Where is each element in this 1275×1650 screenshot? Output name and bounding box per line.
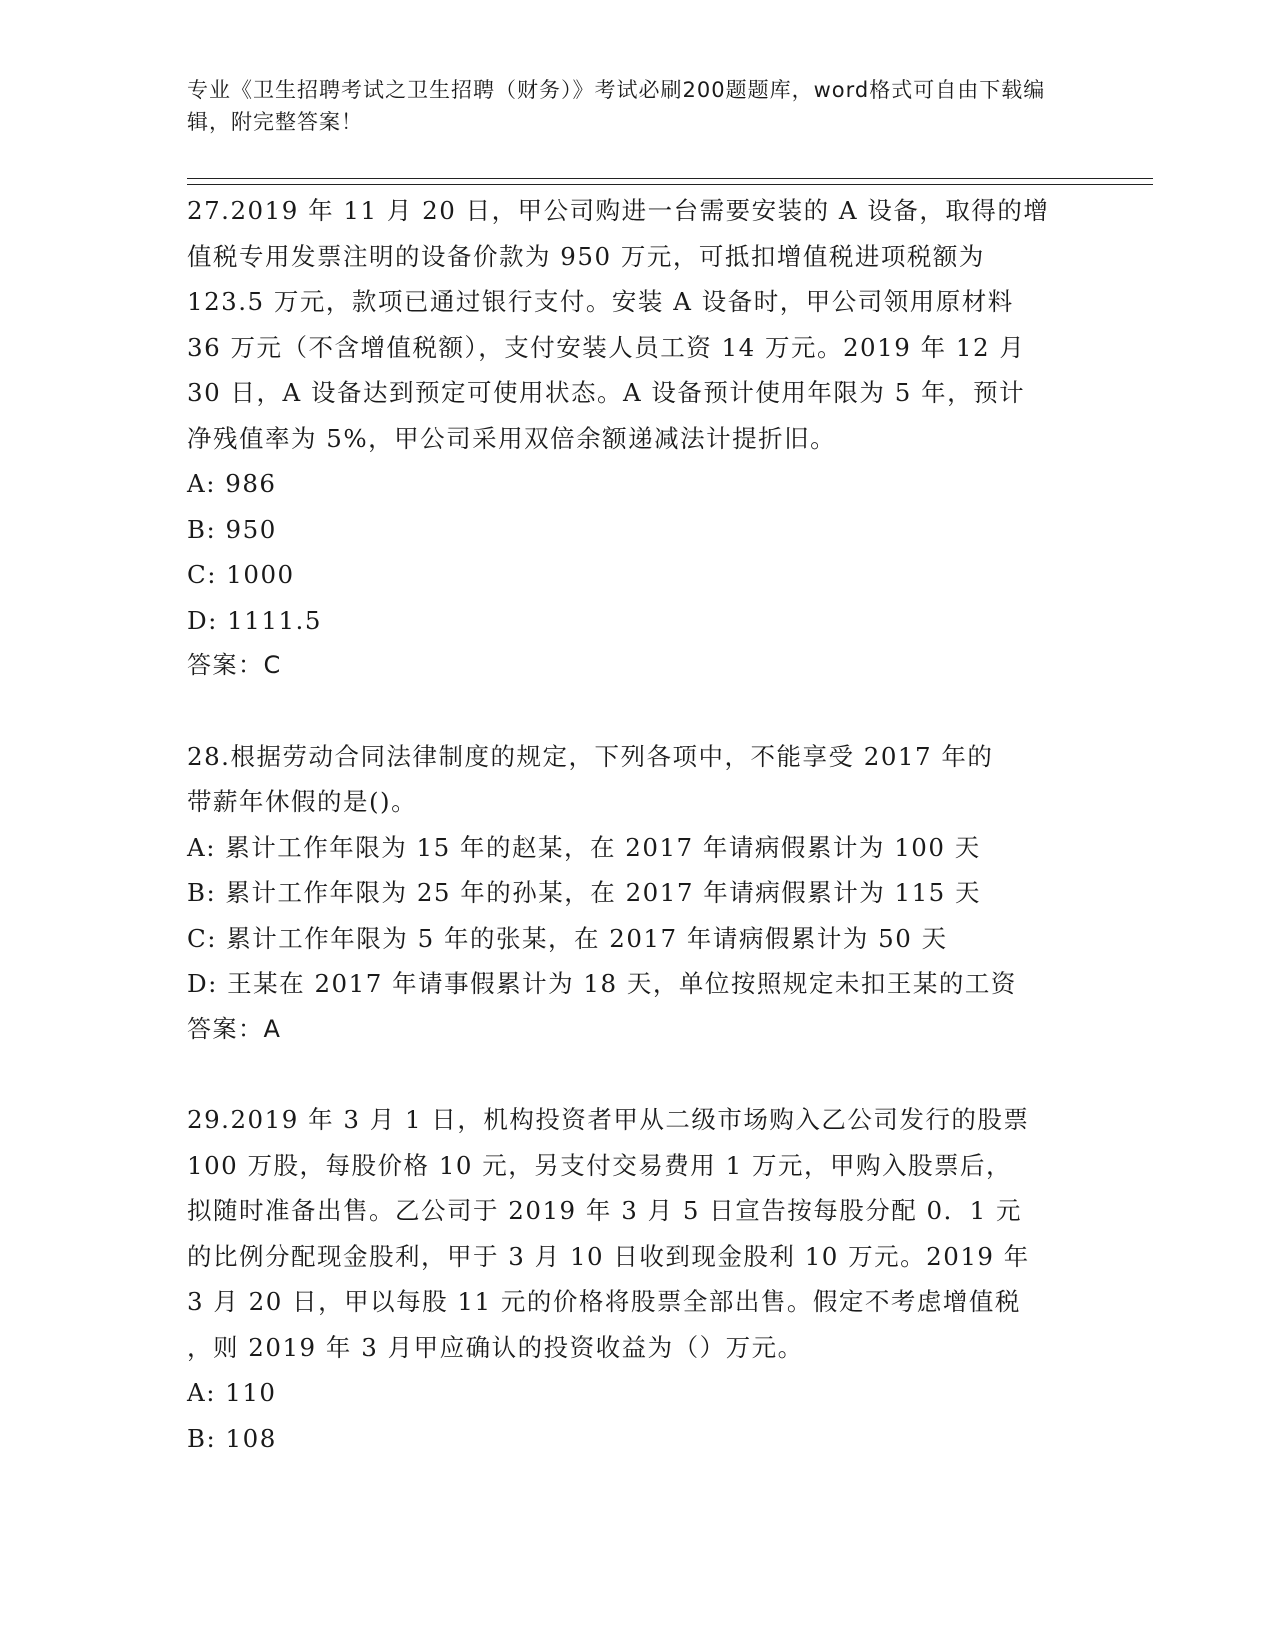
question-gap [187, 1052, 1087, 1097]
option-a: A: 累计工作年限为 15 年的赵某，在 2017 年请病假累计为 100 天 [187, 832, 981, 862]
question-list [187, 188, 1087, 1461]
option-d: D: 1111.5 [187, 605, 322, 635]
answer: 答案：A [187, 1014, 282, 1043]
header-rule-top [187, 178, 1153, 179]
document-header: 专业《卫生招聘考试之卫生招聘（财务）》考试必刷200题题库，word格式可自由下载编辑，附完整答案！ [187, 78, 1046, 134]
option-b: B: 累计工作年限为 25 年的孙某，在 2017 年请病假累计为 115 天 [187, 878, 982, 907]
option-b: B: 950 [187, 514, 277, 544]
option-c: C: 累计工作年限为 5 年的张某，在 2017 年请病假累计为 50 天 [187, 923, 948, 953]
answer: 答案：C [187, 651, 282, 679]
question-gap [187, 689, 1087, 734]
option-a: A: 986 [187, 469, 277, 498]
question-28 [187, 734, 1087, 1053]
question-29 [187, 1097, 1087, 1461]
option-b: B: 108 [187, 1423, 277, 1453]
option-a: A: 110 [187, 1378, 277, 1407]
question-stem: 28.根据劳动合同法律制度的规定，下列各项中，不能享受 2017 年的 带薪年休假的是()。 [187, 741, 994, 816]
question-stem: 29.2019 年 3 月 1 日，机构投资者甲从二级市场购入乙公司发行的股票 100 万股，每股价格 10 元，另支付交易费用 1 万元，甲购入股票后， 拟随时准备出售。乙公司于 2019 年 3 月 5 日宣告按每股分配 0．1 元 的比例分配现金股利，甲于 3 月 10 日收到现金股利 10 万元。2019 年 3 月 20 日，甲以每股 11 元的价格将股票全部出售。假定不考虑增值税 ，则 2019 年 3 月甲应确认的投资收益为（）万元。 [187, 1105, 1030, 1362]
question-27 [187, 188, 1087, 689]
option-c: C: 1000 [187, 560, 295, 589]
question-stem: 27.2019 年 11 月 20 日，甲公司购进一台需要安装的 A 设备，取得的增 值税专用发票注明的设备价款为 950 万元，可抵扣增值税进项税额为 123.5 万元，款项已通过银行支付。安装 A 设备时，甲公司领用原材料 36 万元（不含增值税额），支付安装人员工资 14 万元。2019 年 12 月 30 日，A 设备达到预定可使用状态。A 设备预计使用年限为 5 年，预计 净残值率为 5%，甲公司采用双倍余额递减法计提折旧。 [187, 196, 1050, 453]
option-d: D: 王某在 2017 年请事假累计为 18 天，单位按照规定未扣王某的工资 [187, 969, 1017, 998]
header-rule-bottom [187, 184, 1153, 185]
